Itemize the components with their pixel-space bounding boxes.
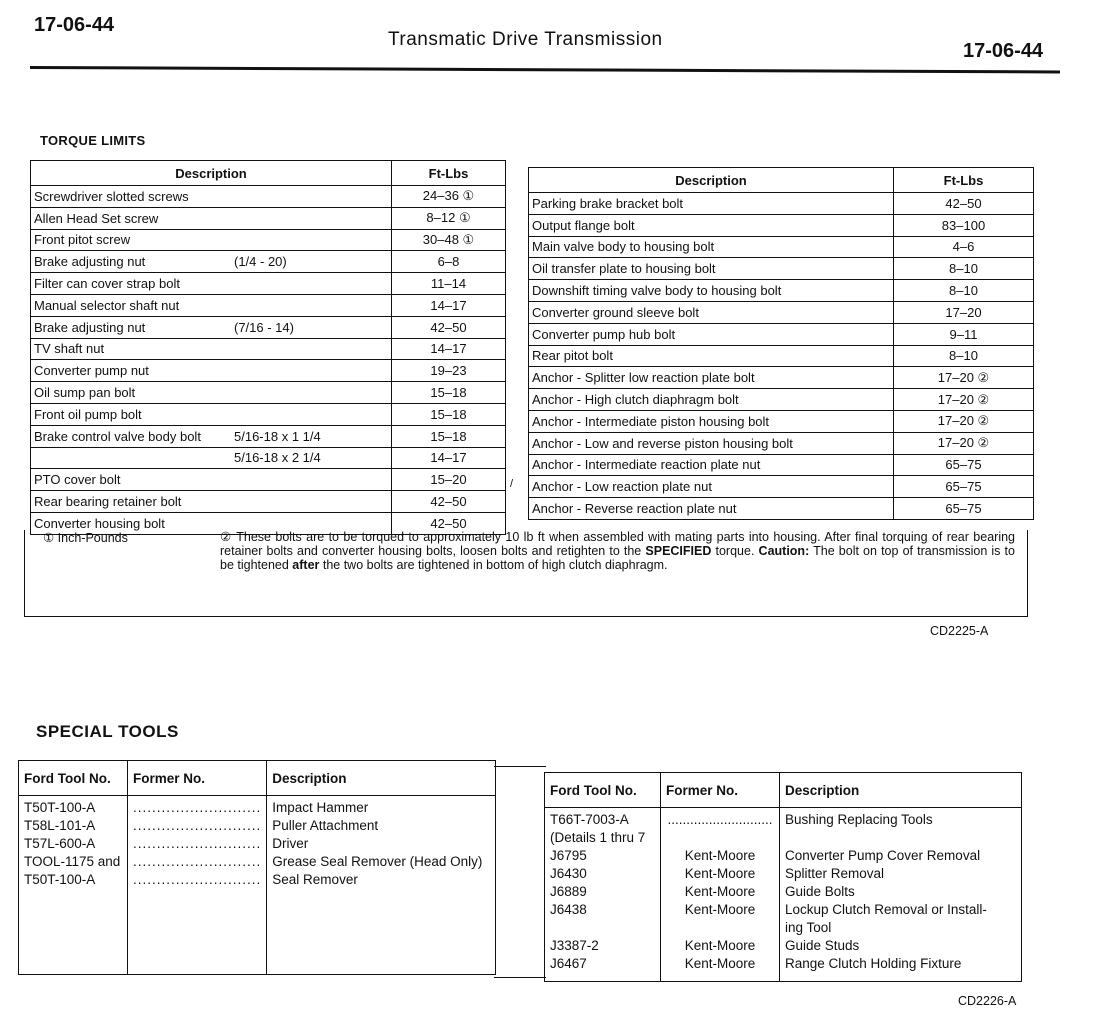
torque-value: 17–20 ② [894, 367, 1034, 389]
torque-description [31, 338, 392, 360]
torque-description: Anchor - Intermediate piston housing bolt [529, 410, 894, 432]
torque-row [529, 258, 1034, 280]
tool-entry: Impact Hammer [272, 800, 369, 815]
tool-entry: Kent-Moore [684, 902, 756, 917]
torque-value: 8–12 ① [392, 207, 506, 229]
torque-row [31, 251, 506, 273]
torque-value: 8–10 [894, 258, 1034, 280]
col-ft-lbs: Ft-Lbs [894, 168, 1034, 193]
torque-description: Anchor - Reverse reaction plate nut [529, 498, 894, 520]
torque-limits-heading: TORQUE LIMITS [40, 133, 146, 148]
torque-value: 15–20 [392, 469, 506, 491]
tool-entry: T57L-600-A [24, 836, 96, 851]
description-text: Converter housing bolt [34, 515, 165, 531]
tool-entry: ........................... [133, 854, 262, 869]
torque-row [529, 193, 1034, 215]
torque-value: 17–20 [894, 301, 1034, 323]
torque-row [31, 469, 506, 491]
tool-entry: ............................ [667, 812, 773, 827]
col-description: Description [31, 161, 392, 186]
torque-row [529, 410, 1034, 432]
torque-row [31, 447, 506, 469]
tool-entry [666, 919, 774, 937]
torque-value: 14–17 [392, 447, 506, 469]
col-description: Description [529, 168, 894, 193]
tables-gutter [494, 766, 546, 978]
torque-notes [24, 530, 1028, 617]
tool-entry: Puller Attachment [272, 818, 379, 833]
tool-entry: TOOL-1175 and [24, 854, 121, 869]
description-text: Brake adjusting nut [34, 254, 146, 270]
description-text: Allen Head Set screw [34, 210, 159, 226]
torque-row [31, 273, 506, 295]
description-text: Front pitot screw [34, 232, 131, 248]
torque-description [31, 273, 392, 295]
figure-code-torque: CD2225-A [930, 624, 989, 638]
tool-entry: Seal Remover [272, 872, 358, 887]
description-text: Manual selector shaft nut [34, 297, 180, 313]
torque-table-right [528, 167, 1034, 520]
torque-description: Oil transfer plate to housing bolt [529, 258, 894, 280]
tool-entry: ........................... [133, 872, 262, 887]
description-text: Screwdriver slotted screws [34, 188, 189, 204]
torque-value: 65–75 [894, 454, 1034, 476]
torque-description [31, 251, 392, 273]
tool-entry: J6889 [550, 884, 587, 899]
torque-description [31, 469, 392, 491]
description-text: PTO cover bolt [34, 472, 121, 488]
page-number-right: 17-06-44 [963, 40, 1044, 62]
torque-description [31, 186, 392, 208]
torque-description [31, 207, 392, 229]
tool-entry: J6795 [550, 848, 587, 863]
tool-entry: J6438 [550, 902, 587, 917]
size-spec: 5/16-18 x 2 1/4 [234, 450, 321, 466]
size-spec: 5/16-18 x 1 1/4 [234, 428, 321, 444]
special-tools-table-right [544, 772, 1022, 982]
torque-value: 17–20 ② [894, 410, 1034, 432]
torque-description: Anchor - High clutch diaphragm bolt [529, 389, 894, 411]
torque-value: 83–100 [894, 214, 1034, 236]
torque-description [31, 425, 392, 447]
tool-entry: Kent-Moore [684, 848, 756, 863]
torque-row [529, 236, 1034, 258]
tool-entry [666, 829, 774, 847]
note-inch-pounds: ① Inch-Pounds [43, 531, 128, 545]
special-tools-table-left [18, 760, 496, 975]
tool-entry: Bushing Replacing Tools [785, 812, 933, 827]
torque-value: 30–48 ① [392, 229, 506, 251]
torque-value: 24–36 ① [392, 186, 506, 208]
separator-mark: / [510, 478, 514, 490]
torque-row [31, 316, 506, 338]
tool-entry: Grease Seal Remover (Head Only) [272, 854, 483, 869]
tool-entry: Kent-Moore [684, 938, 756, 953]
torque-value: 11–14 [392, 273, 506, 295]
description-text: Brake control valve body bolt [34, 428, 201, 444]
tool-entry: Lockup Clutch Removal or Install- [785, 902, 987, 917]
tool-description-cell [267, 796, 496, 975]
torque-row [529, 301, 1034, 323]
torque-row [31, 360, 506, 382]
torque-description [31, 491, 392, 513]
tool-entry: J6467 [550, 956, 587, 971]
torque-description [31, 447, 392, 469]
torque-description: Anchor - Splitter low reaction plate bolt [529, 367, 894, 389]
torque-description [31, 294, 392, 316]
tool-entry: Kent-Moore [684, 884, 756, 899]
tool-entry: ing Tool [785, 920, 832, 935]
torque-value: 17–20 ② [894, 389, 1034, 411]
torque-table-left [30, 160, 506, 535]
torque-description: Converter pump hub bolt [529, 323, 894, 345]
torque-description: Parking brake bracket bolt [529, 193, 894, 215]
description-text: Filter can cover strap bolt [34, 276, 180, 292]
tool-entry: Guide Bolts [785, 884, 855, 899]
col-ford-tool-no: Ford Tool No. [545, 773, 661, 808]
ford-tool-cell [545, 808, 661, 982]
torque-value: 19–23 [392, 360, 506, 382]
torque-value: 9–11 [894, 323, 1034, 345]
tool-entry: T50T-100-A [24, 800, 96, 815]
torque-value: 4–6 [894, 236, 1034, 258]
tool-entry [785, 829, 1016, 847]
torque-description: Rear pitot bolt [529, 345, 894, 367]
torque-row [529, 389, 1034, 411]
note-torque-procedure: ② These bolts are to be torqued to approximately 10 lb ft when assembled with mating parts into housing. After final torquing of rear bearing retainer bolts and converter housing bolts, loosen bolts and retighten to the SPECIFIED torque. Caution: The bolt on top of transmission is to be tightened after the two bolts are tightened in bottom of high clutch diaphragm. [220, 530, 1015, 572]
tool-description-cell [780, 808, 1022, 982]
torque-row [31, 294, 506, 316]
torque-description: Converter ground sleeve bolt [529, 301, 894, 323]
torque-row [31, 186, 506, 208]
torque-value: 15–18 [392, 382, 506, 404]
tool-entry: ........................... [133, 800, 262, 815]
header-rule [30, 66, 1060, 73]
torque-row [529, 432, 1034, 454]
tool-entry: T50T-100-A [24, 872, 96, 887]
torque-value: 15–18 [392, 425, 506, 447]
torque-value: 14–17 [392, 338, 506, 360]
torque-row [529, 323, 1034, 345]
torque-row [31, 491, 506, 513]
torque-row [529, 214, 1034, 236]
torque-description: Main valve body to housing bolt [529, 236, 894, 258]
torque-value: 17–20 ② [894, 432, 1034, 454]
torque-row [529, 476, 1034, 498]
torque-row [31, 425, 506, 447]
torque-row [31, 382, 506, 404]
tool-entry: Driver [272, 836, 309, 851]
description-text: Converter pump nut [34, 363, 149, 379]
torque-row [529, 498, 1034, 520]
tool-entry: ........................... [133, 836, 262, 851]
tool-entry: Kent-Moore [684, 956, 756, 971]
col-description: Description [267, 761, 496, 796]
tool-entry: Range Clutch Holding Fixture [785, 956, 962, 971]
torque-description: Anchor - Low and reverse piston housing bolt [529, 432, 894, 454]
tool-entry: T66T-7003-A [550, 812, 629, 827]
description-text: Oil sump pan bolt [34, 385, 136, 401]
tool-entry: Kent-Moore [684, 866, 756, 881]
torque-row [31, 338, 506, 360]
size-spec: (7/16 - 14) [234, 319, 294, 335]
torque-row [529, 367, 1034, 389]
tool-entry: ........................... [133, 818, 262, 833]
former-no-cell [661, 808, 780, 982]
special-tools-heading: SPECIAL TOOLS [36, 722, 179, 741]
torque-description [31, 382, 392, 404]
tool-entry: J6430 [550, 866, 587, 881]
description-text: Front oil pump bolt [34, 406, 142, 422]
description-text: Brake adjusting nut [34, 319, 146, 335]
page-number-left: 17-06-44 [34, 14, 115, 36]
torque-description: Downshift timing valve body to housing bolt [529, 280, 894, 302]
ford-tool-cell [19, 796, 128, 975]
torque-value: 14–17 [392, 294, 506, 316]
tool-entry: J3387-2 [550, 938, 599, 953]
torque-row [31, 403, 506, 425]
col-former-no: Former No. [661, 773, 780, 808]
tool-entry: Converter Pump Cover Removal [785, 848, 981, 863]
torque-value: 8–10 [894, 345, 1034, 367]
tool-entry: Splitter Removal [785, 866, 885, 881]
tool-entry [550, 919, 655, 937]
torque-row [31, 207, 506, 229]
torque-row [529, 345, 1034, 367]
torque-value: 42–50 [392, 316, 506, 338]
torque-description: Output flange bolt [529, 214, 894, 236]
size-spec: (1/4 - 20) [234, 254, 287, 270]
col-former-no: Former No. [128, 761, 267, 796]
torque-value: 42–50 [894, 193, 1034, 215]
torque-row [529, 280, 1034, 302]
torque-value: 15–18 [392, 403, 506, 425]
torque-value: 6–8 [392, 251, 506, 273]
former-no-cell [128, 796, 267, 975]
torque-description [31, 360, 392, 382]
torque-description [31, 229, 392, 251]
description-text: TV shaft nut [34, 341, 105, 357]
col-ft-lbs: Ft-Lbs [392, 161, 506, 186]
torque-value: 8–10 [894, 280, 1034, 302]
torque-value: 42–50 [392, 512, 506, 534]
tool-entry: Guide Studs [785, 938, 860, 953]
page-title: Transmatic Drive Transmission [388, 29, 663, 50]
torque-value: 65–75 [894, 476, 1034, 498]
figure-code-tools: CD2226-A [958, 994, 1017, 1008]
torque-description: Anchor - Low reaction plate nut [529, 476, 894, 498]
tool-entry: (Details 1 thru 7 [550, 830, 646, 845]
torque-value: 42–50 [392, 491, 506, 513]
tool-entry: T58L-101-A [24, 818, 96, 833]
torque-description: Anchor - Intermediate reaction plate nut [529, 454, 894, 476]
torque-description [31, 316, 392, 338]
torque-row [529, 454, 1034, 476]
col-ford-tool-no: Ford Tool No. [19, 761, 128, 796]
description-text: Rear bearing retainer bolt [34, 494, 182, 510]
col-description: Description [780, 773, 1022, 808]
torque-row [31, 229, 506, 251]
torque-description [31, 403, 392, 425]
torque-value: 65–75 [894, 498, 1034, 520]
